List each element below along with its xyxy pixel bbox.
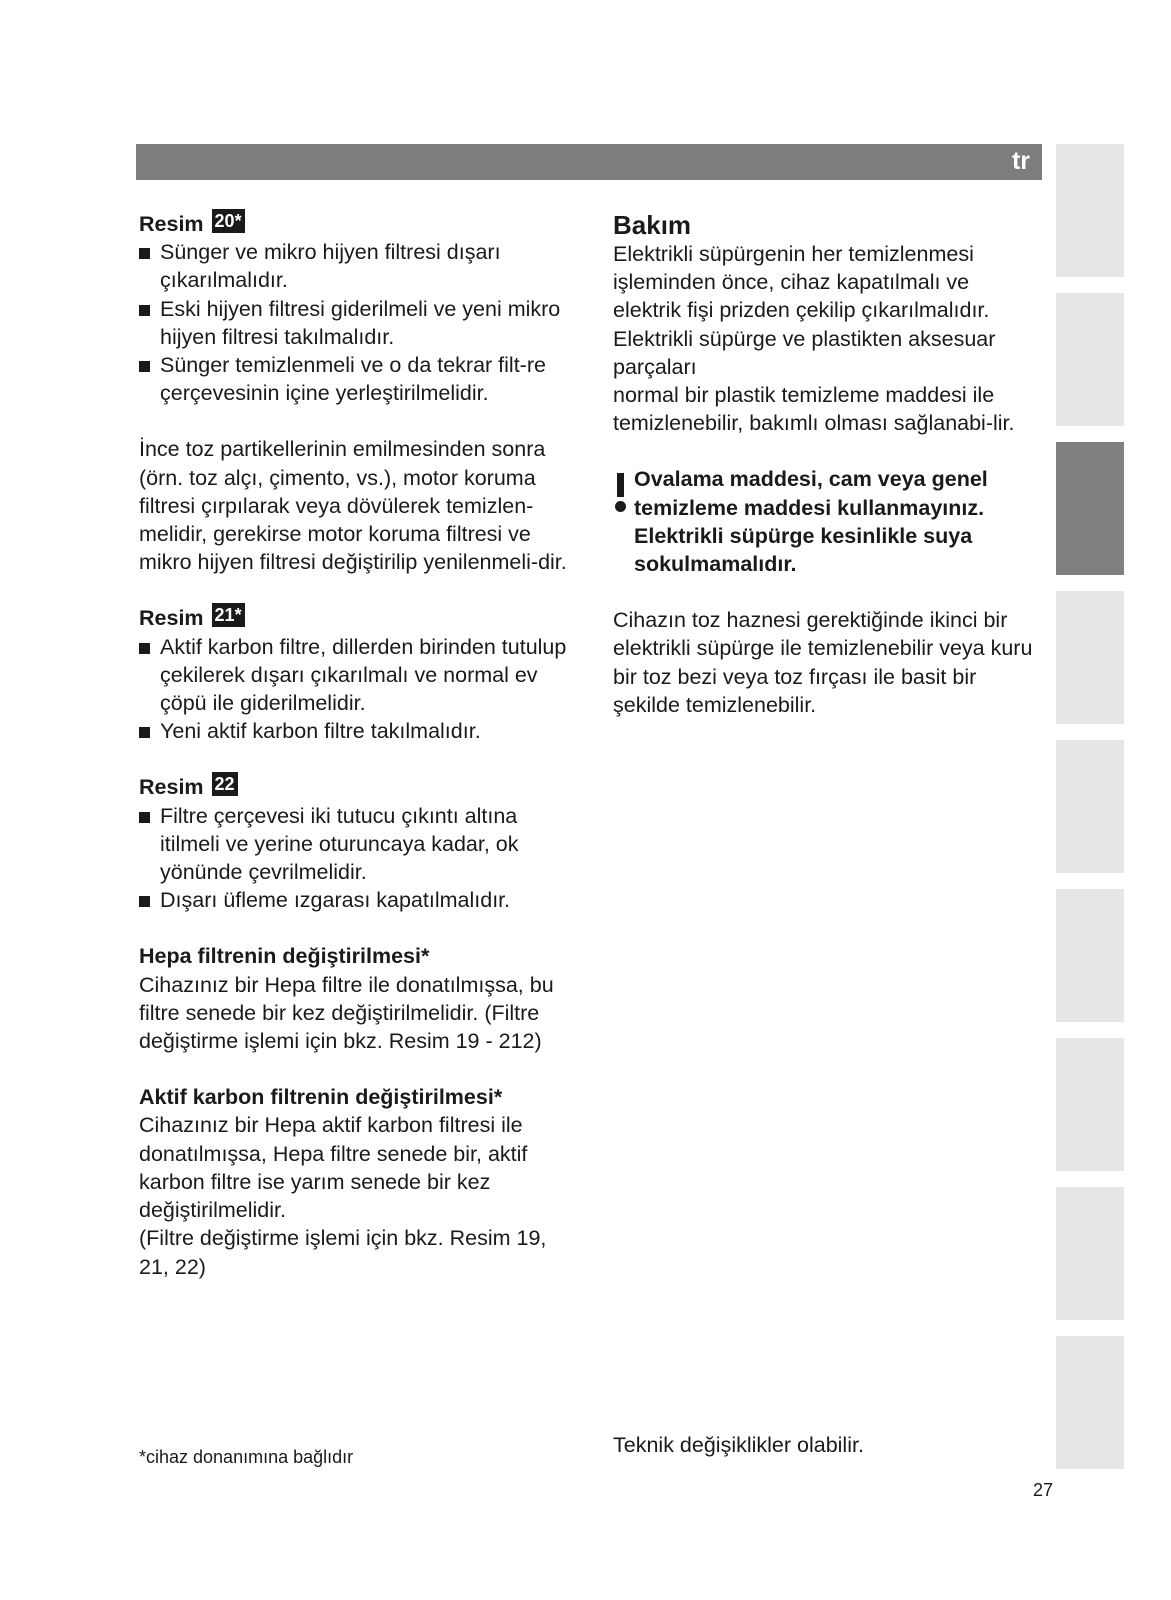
resim-22-list bbox=[139, 802, 569, 915]
language-code: tr bbox=[1011, 147, 1030, 175]
resim-20-heading bbox=[139, 210, 569, 238]
carbon-reference: (Filtre değiştirme işlemi için bkz. Resim 19, 21, 22) bbox=[139, 1226, 547, 1279]
resim-20-list bbox=[139, 238, 569, 407]
footnote: *cihaz donanımına bağlıdır bbox=[139, 1447, 354, 1467]
resim-label: Resim bbox=[139, 606, 204, 631]
figure-badge-20: 20* bbox=[212, 209, 245, 233]
side-tab-9 bbox=[1056, 1336, 1124, 1469]
side-tab-5 bbox=[1056, 740, 1124, 873]
side-tab-8 bbox=[1056, 1187, 1124, 1320]
maintenance-paragraph-2a: Elektrikli süpürge ve plastikten aksesuar parçaları bbox=[613, 326, 996, 379]
side-tab-3-active bbox=[1056, 442, 1124, 575]
right-column bbox=[613, 210, 1038, 719]
hepa-paragraph: Cihazınız bir Hepa filtre ile donatılmışsa, bu filtre senede bir kez değiştirilmelidir. (Filtre değiştirme işlemi için bkz. Resim 19 - 212) bbox=[139, 972, 554, 1054]
header-bar bbox=[136, 144, 1042, 180]
warning-text: Ovalama maddesi, cam veya genel temizleme maddesi kullanmayınız. Elektrikli süpürge kesinlikle suya sokulmamalıdır. bbox=[634, 467, 988, 577]
figure-badge-21: 21* bbox=[212, 603, 245, 627]
list-item: Yeni aktif karbon filtre takılmalıdır. bbox=[139, 717, 569, 745]
maintenance-paragraph-1: Elektrikli süpürgenin her temizlenmesi işleminden önce, cihaz kapatılmalı ve elektrik fişi prizden çekilip çıkarılmalıdır. bbox=[613, 242, 990, 323]
list-item: Filtre çerçevesi iki tutucu çıkıntı altına itilmeli ve yerine oturuncaya kadar, ok yönünde çevrilmelidir. bbox=[139, 802, 569, 887]
resim-label: Resim bbox=[139, 775, 204, 800]
side-tab-7 bbox=[1056, 1038, 1124, 1171]
resim-label: Resim bbox=[139, 212, 204, 236]
warning-note bbox=[613, 465, 1038, 578]
maintenance-title: Bakım bbox=[613, 210, 692, 240]
resim-22-heading bbox=[139, 773, 569, 801]
carbon-paragraph: Cihazınız bir Hepa aktif karbon filtresi ile donatılmışsa, Hepa filtre senede bir, aktif karbon filtre ise yarım senede bir kez değiştirilmelidir. bbox=[139, 1113, 528, 1223]
technical-changes-note: Teknik değişiklikler olabilir. bbox=[613, 1433, 864, 1457]
resim-21-heading bbox=[139, 604, 569, 632]
fine-dust-paragraph: İnce toz partikellerinin emilmesinden sonra (örn. toz alçı, çimento, vs.), motor koruma filtresi çırpılarak veya dövülerek temizlen-melidir, gerekirse motor koruma filtresi ve mikro hijyen filtresi değiştirilip yenilenmeli-dir. bbox=[139, 437, 567, 575]
carbon-heading: Aktif karbon filtrenin değiştirilmesi* bbox=[139, 1085, 503, 1110]
resim-21-list bbox=[139, 633, 569, 746]
list-item: Sünger ve mikro hijyen filtresi dışarı çıkarılmalıdır. bbox=[139, 238, 569, 294]
list-item: Dışarı üfleme ızgarası kapatılmalıdır. bbox=[139, 886, 569, 914]
left-column bbox=[139, 210, 569, 1281]
side-tab-2 bbox=[1056, 293, 1124, 426]
list-item: Eski hijyen filtresi giderilmeli ve yeni mikro hijyen filtresi takılmalıdır. bbox=[139, 295, 569, 351]
side-tab-6 bbox=[1056, 889, 1124, 1022]
list-item: Aktif karbon filtre, dillerden birinden tutulup çekilerek dışarı çıkarılmalı ve normal ev çöpü ile giderilmelidir. bbox=[139, 633, 569, 718]
maintenance-paragraph-3: Cihazın toz haznesi gerektiğinde ikinci bir elektrikli süpürge ile temizlenebilir veya kuru bir toz bezi veya toz fırçası ile basit bir şekilde temizlenebilir. bbox=[613, 608, 1033, 717]
page-number: 27 bbox=[1033, 1480, 1054, 1500]
side-tab-4 bbox=[1056, 591, 1124, 724]
maintenance-paragraph-2b: normal bir plastik temizleme maddesi ile temizlenebilir, bakımlı olması sağlanabi-lir. bbox=[613, 383, 1015, 436]
figure-badge-22: 22 bbox=[212, 772, 238, 796]
side-tab-1 bbox=[1056, 144, 1124, 277]
hepa-heading: Hepa filtrenin değiştirilmesi* bbox=[139, 944, 430, 969]
list-item: Sünger temizlenmeli ve o da tekrar filt-re çerçevesinin içine yerleştirilmelidir. bbox=[139, 351, 569, 407]
warning-icon bbox=[615, 473, 627, 515]
